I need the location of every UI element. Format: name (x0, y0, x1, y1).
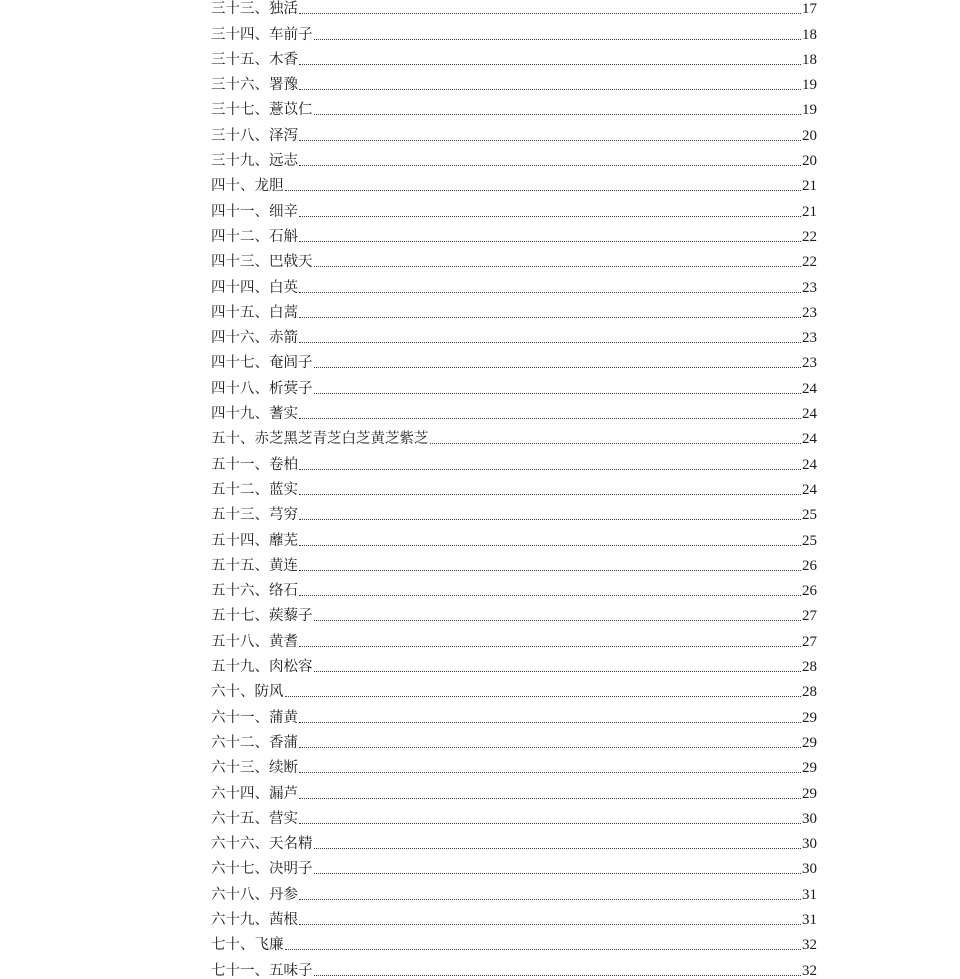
toc-entry-page: 30 (802, 836, 817, 853)
toc-entry-page: 24 (802, 431, 817, 448)
toc-entry-page: 32 (802, 937, 817, 954)
dot-leader (299, 469, 801, 470)
toc-entry-page: 24 (802, 380, 817, 397)
dot-leader (430, 443, 802, 444)
dot-leader (299, 570, 801, 571)
toc-entry (211, 877, 817, 902)
toc-entry-title: 五十八、黄耆 (211, 633, 298, 650)
toc-entry-title: 四十三、巴戟天 (211, 254, 313, 271)
dot-leader (314, 266, 802, 267)
toc-entry (211, 928, 817, 953)
toc-entry-page: 23 (802, 330, 817, 347)
toc-entry (211, 599, 817, 624)
toc-entry-page: 29 (802, 709, 817, 726)
toc-entry-title: 三十六、署豫 (211, 77, 298, 94)
toc-entry-page: 27 (802, 633, 817, 650)
toc-entry-page: 31 (802, 911, 817, 928)
toc-entry-page: 18 (802, 51, 817, 68)
toc-entry-page: 20 (802, 127, 817, 144)
toc-entry-title: 四十四、白英 (211, 279, 298, 296)
dot-leader (299, 772, 801, 773)
dot-leader (285, 696, 802, 697)
toc-entry-page: 23 (802, 355, 817, 372)
toc-entry-title: 四十九、蓍实 (211, 406, 298, 423)
toc-entry-title: 五十四、蘼芜 (211, 532, 298, 549)
toc-entry-title: 四十六、赤箭 (211, 330, 298, 347)
toc-entry (211, 574, 817, 599)
toc-entry-title: 三十五、木香 (211, 51, 298, 68)
toc-entry-title: 五十六、络石 (211, 583, 298, 600)
toc-entry-page: 30 (802, 861, 817, 878)
toc-entry (211, 549, 817, 574)
toc-entry-page: 28 (802, 659, 817, 676)
dot-leader (299, 494, 801, 495)
dot-leader (314, 873, 802, 874)
toc-entry-title: 六十四、漏芦 (211, 785, 298, 802)
dot-leader (299, 292, 801, 293)
toc-entry (211, 852, 817, 877)
toc-entry (211, 169, 817, 194)
dot-leader (299, 216, 801, 217)
toc-entry-title: 三十八、泽泻 (211, 127, 298, 144)
toc-entry-page: 25 (802, 507, 817, 524)
toc-entry-title: 六十一、蒲黄 (211, 709, 298, 726)
toc-entry-title: 六十七、决明子 (211, 861, 313, 878)
dot-leader (314, 367, 802, 368)
toc-entry (211, 321, 817, 346)
toc-entry-title: 五十五、黄连 (211, 557, 298, 574)
toc-entry-page: 29 (802, 760, 817, 777)
toc-entry (211, 675, 817, 700)
toc-entry (211, 447, 817, 472)
toc-entry (211, 726, 817, 751)
toc-entry-title: 七十一、五味子 (211, 962, 313, 979)
dot-leader (299, 545, 801, 546)
dot-leader (299, 722, 801, 723)
toc-entry-title: 六十八、丹参 (211, 886, 298, 903)
toc-entry (211, 498, 817, 523)
toc-entry-page: 23 (802, 304, 817, 321)
toc-entry-title: 四十七、奄闾子 (211, 355, 313, 372)
dot-leader (314, 39, 802, 40)
toc-entry (211, 802, 817, 827)
toc-entry (211, 118, 817, 143)
toc-entry-title: 三十三、独活 (211, 1, 298, 18)
dot-leader (285, 190, 802, 191)
toc-entry-page: 21 (802, 203, 817, 220)
toc-entry (211, 650, 817, 675)
toc-entry-title: 五十二、蓝实 (211, 481, 298, 498)
toc-entry (211, 624, 817, 649)
toc-entry-title: 四十、龙胆 (211, 178, 284, 195)
toc-entry (211, 194, 817, 219)
toc-entry (211, 346, 817, 371)
toc-entry-page: 18 (802, 26, 817, 43)
dot-leader (299, 342, 801, 343)
dot-leader (299, 595, 801, 596)
toc-entry-page: 31 (802, 886, 817, 903)
dot-leader (299, 899, 801, 900)
dot-leader (299, 646, 801, 647)
toc-entry-title: 四十八、析蓂子 (211, 380, 313, 397)
toc-entry (211, 397, 817, 422)
dot-leader (314, 114, 802, 115)
toc-entry-page: 23 (802, 279, 817, 296)
toc-entry (211, 953, 817, 978)
toc-entry-page: 22 (802, 228, 817, 245)
toc-entry-title: 六十九、茜根 (211, 911, 298, 928)
toc-entry (211, 0, 817, 17)
toc-entry-title: 三十四、车前子 (211, 26, 313, 43)
toc-entry-page: 26 (802, 583, 817, 600)
toc-entry-title: 四十二、石斛 (211, 228, 298, 245)
toc-entry-title: 五十九、肉松容 (211, 659, 313, 676)
toc-entry-title: 六十六、天名精 (211, 836, 313, 853)
dot-leader (299, 924, 801, 925)
dot-leader (299, 747, 801, 748)
toc-entry-page: 17 (802, 1, 817, 18)
dot-leader (299, 64, 801, 65)
toc-entry-page: 25 (802, 532, 817, 549)
dot-leader (299, 823, 801, 824)
toc-entry-page: 21 (802, 178, 817, 195)
toc-entry (211, 245, 817, 270)
toc-entry-title: 五十、赤芝黑芝青芝白芝黄芝紫芝 (211, 431, 429, 448)
dot-leader (314, 848, 802, 849)
toc-entry-page: 24 (802, 406, 817, 423)
toc-entry (211, 144, 817, 169)
toc-entry-title: 六十二、香蒲 (211, 734, 298, 751)
toc-entry-page: 19 (802, 102, 817, 119)
toc-entry-page: 22 (802, 254, 817, 271)
toc-entry-title: 七十、飞廉 (211, 937, 284, 954)
toc-entry (211, 43, 817, 68)
toc-entry-page: 29 (802, 785, 817, 802)
toc-entry-page: 27 (802, 608, 817, 625)
toc-entry-page: 26 (802, 557, 817, 574)
toc-entry-page: 20 (802, 153, 817, 170)
toc-entry-title: 三十九、远志 (211, 153, 298, 170)
toc-entry-page: 19 (802, 77, 817, 94)
dot-leader (314, 620, 802, 621)
dot-leader (299, 89, 801, 90)
toc-entry (211, 93, 817, 118)
toc-entry-title: 五十一、卷柏 (211, 456, 298, 473)
toc-entry (211, 827, 817, 852)
toc-entry (211, 523, 817, 548)
table-of-contents (211, 0, 817, 979)
toc-entry (211, 296, 817, 321)
toc-entry (211, 371, 817, 396)
toc-entry (211, 17, 817, 42)
toc-entry (211, 473, 817, 498)
dot-leader (299, 241, 801, 242)
toc-entry-title: 六十三、续断 (211, 760, 298, 777)
toc-entry (211, 700, 817, 725)
toc-entry-title: 六十、防风 (211, 684, 284, 701)
toc-entry-page: 29 (802, 734, 817, 751)
toc-entry-title: 六十五、营实 (211, 810, 298, 827)
toc-entry (211, 776, 817, 801)
toc-entry-title: 五十七、蒺藜子 (211, 608, 313, 625)
toc-entry-page: 24 (802, 456, 817, 473)
toc-entry-page: 28 (802, 684, 817, 701)
toc-entry-page: 30 (802, 810, 817, 827)
toc-entry (211, 422, 817, 447)
dot-leader (299, 13, 801, 14)
dot-leader (314, 671, 802, 672)
toc-entry (211, 270, 817, 295)
toc-entry (211, 220, 817, 245)
toc-entry-page: 24 (802, 481, 817, 498)
toc-entry (211, 68, 817, 93)
toc-entry-page: 32 (802, 962, 817, 979)
dot-leader (314, 975, 802, 976)
dot-leader (299, 165, 801, 166)
dot-leader (299, 519, 801, 520)
dot-leader (299, 317, 801, 318)
dot-leader (285, 949, 802, 950)
toc-entry (211, 751, 817, 776)
dot-leader (299, 418, 801, 419)
dot-leader (314, 393, 802, 394)
toc-entry-title: 四十五、白蒿 (211, 304, 298, 321)
toc-entry-title: 三十七、薏苡仁 (211, 102, 313, 119)
dot-leader (299, 798, 801, 799)
toc-entry (211, 903, 817, 928)
dot-leader (299, 140, 801, 141)
toc-entry-title: 四十一、细辛 (211, 203, 298, 220)
toc-entry-title: 五十三、芎穷 (211, 507, 298, 524)
